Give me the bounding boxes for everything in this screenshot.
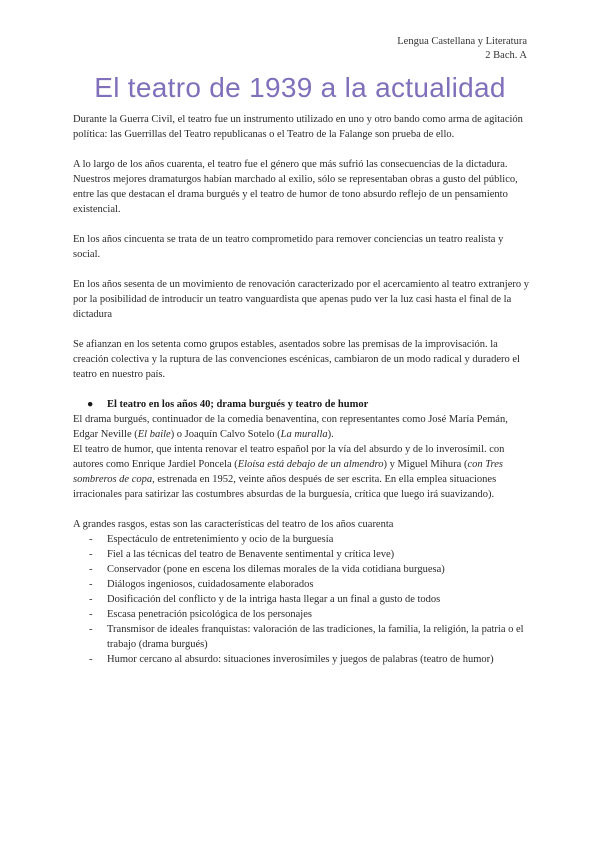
dash-icon: - (89, 549, 93, 560)
paragraph-forties: A lo largo de los años cuarenta, el teatro fue el género que más sufrió las consecuencias de la dictadura. Nuestros mejores dramaturgos habían marchado al exilio, sólo se representaban obras a gusto del público, entre las que destacan el drama burgués y el teatro de humor de tono absurdo reflejo de un pensamiento existencial. (73, 159, 518, 215)
work-title-el-baile: El baile (137, 429, 171, 440)
drama-text-1: El drama burgués, continuador de la comedia benaventina, con representantes como José María Pemán, Edgar Neville ( (73, 414, 508, 440)
paragraph-seventies: Se afianzan en los setenta como grupos estables, asentados sobre las premisas de la improvisación. la creación colectiva y la ruptura de las convenciones escénicas, cambiaron de un modo radical y duradero el teatro en nuestro país. (73, 339, 520, 380)
dash-icon: - (89, 594, 93, 605)
paragraph-civil-war: Durante la Guerra Civil, el teatro fue un instrumento utilizado en uno y otro bando como arma de agitación política: las Guerrillas del Teatro republicanas o el Teatro de la Falange son prueba de ello. (73, 114, 523, 140)
work-title-la-muralla: La muralla (280, 429, 328, 440)
section-heading-text: El teatro en los años 40; drama burgués y teatro de humor (107, 399, 369, 410)
paragraph-teatro-humor (73, 442, 533, 502)
list-item: - Fiel a las técnicas del teatro de Benavente sentimental y crítica leve) (89, 549, 395, 560)
dash-icon: - (89, 564, 93, 575)
list-item: - Humor cercano al absurdo: situaciones inverosímiles y juegos de palabras (teatro de humor) (89, 654, 494, 665)
humor-text-1: El teatro de humor, que intenta renovar el teatro español por la vía del absurdo y de lo inverosímil. con autores como Enrique Jardiel Poncela ( (73, 444, 505, 470)
document-title: El teatro de 1939 a la actualidad (94, 72, 506, 103)
paragraph-sixties: En los años sesenta de un movimiento de renovación caracterizado por el acercamiento al teatro extranjero y por la posibilidad de introducir un teatro vanguardista que apenas pudo ver la luz casi hasta el final de la dictadura (73, 279, 529, 320)
humor-text-3: , estrenada en 1952, veinte años después de ser escrita. En ella emplea situaciones irracionales para satirizar las costumbres absurdas de la burguesía, crítica que luego irá suavizando). (73, 474, 497, 500)
dash-icon: - (89, 579, 93, 590)
work-title-tres-sombreros: con Tres sombreros de copa (73, 459, 503, 485)
drama-text-3: ). (327, 429, 334, 440)
paragraph-fifties: En los años cincuenta se trata de un teatro comprometido para remover conciencias un teatro realista y social. (73, 234, 504, 260)
list-item: - Espectáculo de entretenimiento y ocio de la burguesía (89, 534, 334, 545)
list-item: - Escasa penetración psicológica de los personajes (89, 609, 312, 620)
list-intro: A grandes rasgos, estas son las características del teatro de los años cuarenta (73, 519, 394, 530)
paragraph-drama-burgues (73, 412, 533, 442)
work-title-eloisa: Eloísa está debajo de un almendro (237, 459, 384, 470)
header-subject: Lengua Castellana y Literatura (397, 36, 527, 47)
list-item: - Transmisor de ideales franquistas: valoración de las tradiciones, la familia, la religión, la patria o el trabajo (drama burgués) (89, 624, 524, 650)
humor-text-2: ) y Miguel Mihura ( (383, 459, 468, 470)
document-body (73, 112, 533, 667)
header-class: 2 Bach. A (485, 50, 527, 61)
bullet-icon: ● (87, 399, 94, 410)
list-item: - Conservador (pone en escena los dilemas morales de la vida cotidiana burguesa) (89, 564, 445, 575)
dash-icon: - (89, 654, 93, 665)
dash-icon: - (89, 609, 93, 620)
page-header (397, 35, 527, 63)
list-item: - Dosificación del conflicto y de la intriga hasta llegar a un final a gusto de todos (89, 594, 441, 605)
dash-icon: - (89, 624, 93, 635)
drama-text-2: ) o Joaquín Calvo Sotelo ( (170, 429, 281, 440)
characteristics-list (73, 532, 533, 667)
dash-icon: - (89, 534, 93, 545)
section-heading (73, 397, 533, 412)
list-item: - Diálogos ingeniosos, cuidadosamente elaborados (89, 579, 314, 590)
